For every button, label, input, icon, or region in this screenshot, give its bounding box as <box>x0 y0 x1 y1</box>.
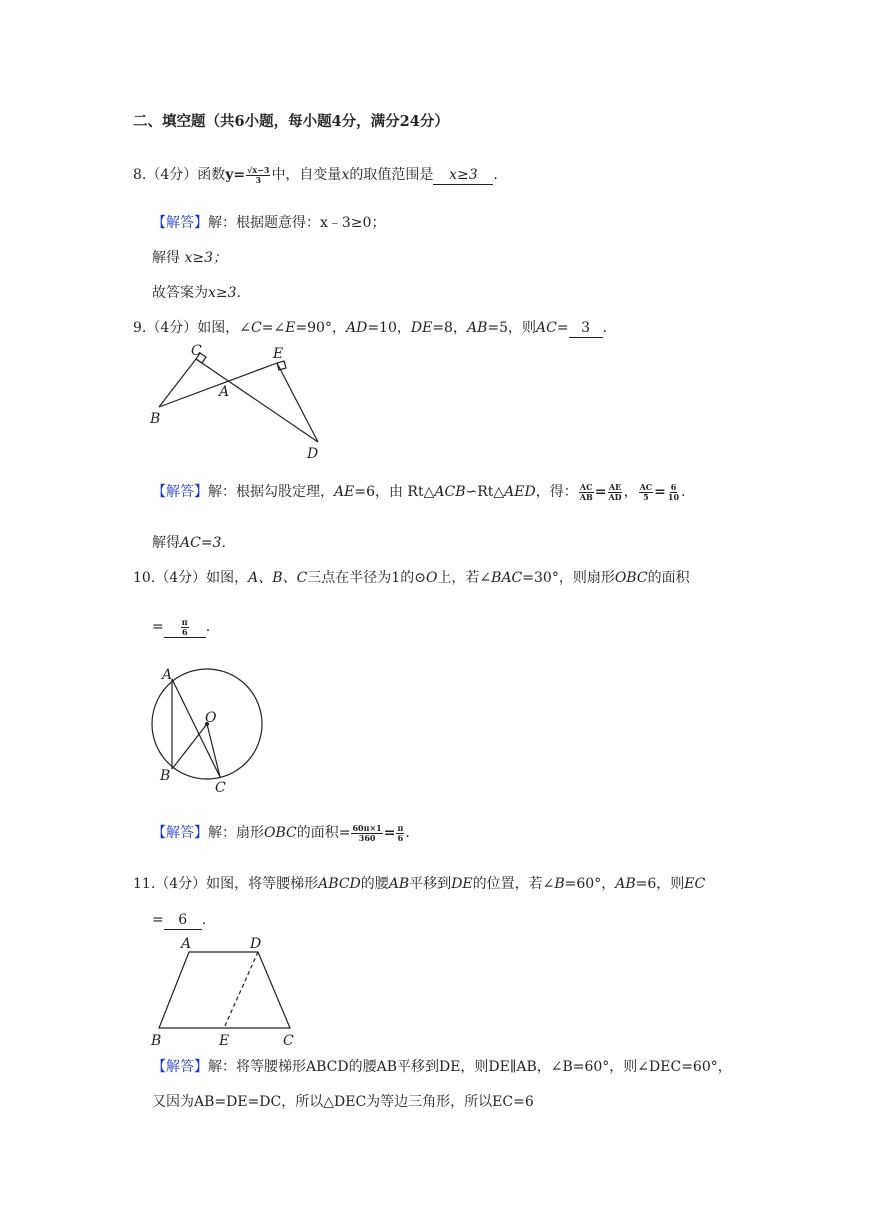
q9-f3-num: AC <box>639 481 653 492</box>
question-10 <box>133 568 690 588</box>
q11-mid2: 平移到 <box>409 876 452 892</box>
q9-label-d: D <box>307 446 319 462</box>
q11-abcd: ABCD <box>318 876 361 892</box>
q11-b: B <box>554 876 565 892</box>
q8-formula-fraction <box>246 166 270 185</box>
q9-sol-d: ，得： <box>535 484 578 500</box>
q10-answer-den: 6 <box>181 626 188 637</box>
q9-rest2: =10， <box>367 320 411 336</box>
q8-formula-numerator: √x−3 <box>247 164 270 175</box>
q11-eq: = <box>152 912 164 928</box>
q8-end: . <box>493 167 498 183</box>
q11-label-c: C <box>283 1033 294 1049</box>
q9-solution-tag: 【解答】 <box>152 484 208 500</box>
q9-sol-final: AC=3. <box>180 535 226 551</box>
q9-sol-b: =6，由 Rt△ <box>354 484 435 500</box>
q9-ab: AB <box>466 320 488 336</box>
q8-sol-3: x≥3. <box>208 285 241 301</box>
q9-f2-den: AD <box>608 491 622 502</box>
q9-sol-ae: AE <box>334 484 355 500</box>
q10-f1-num: 60π×1 <box>352 822 382 833</box>
q9-sol-c: ∽Rt△ <box>465 484 505 500</box>
q8-formula-denominator: 3 <box>255 174 262 185</box>
q9-sol-a: 解：根据勾股定理， <box>208 484 334 500</box>
q10-sol-obc: OBC <box>264 825 297 841</box>
q9-fraction-4 <box>667 483 680 502</box>
q11-label-d: D <box>250 936 262 952</box>
q9-line-ed <box>277 363 318 442</box>
q9-sol-final-label: 解得 <box>152 535 180 551</box>
q9-rest4: =5，则 <box>487 320 536 336</box>
q11-figure <box>145 935 305 1050</box>
q10-f1-den: 360 <box>358 832 376 843</box>
q11-mid: 的腰 <box>360 876 389 892</box>
q9-e: E <box>285 320 296 336</box>
q8-suffix: 的取值范围是 <box>349 167 434 183</box>
q8-sol2-label: 解得 <box>152 250 180 266</box>
q9-f1-num: AC <box>579 481 593 492</box>
question-9 <box>133 318 607 338</box>
q10-answer <box>164 618 206 638</box>
q11-sol-line1: 解：将等腰梯形ABCD的腰AB平移到DE，则DE∥AB，∠B=60°，则∠DEC=60°， <box>208 1059 732 1075</box>
q9-sol-aed: AED <box>504 484 536 500</box>
q11-de: DE <box>451 876 473 892</box>
q10-figure <box>145 665 270 800</box>
q10-solution-line: 【解答】解：扇形OBC的面积= $\frac{60\pi\times 1}{360}$ = $\frac{\pi}{6}$ . <box>152 822 410 843</box>
q8-prefix: 8.（4分）函数 <box>133 167 226 183</box>
q10-f2-num: π <box>397 822 404 833</box>
q11-solution-line-2 <box>152 1092 534 1112</box>
q8-sol-2: x≥3； <box>184 250 227 266</box>
question-11 <box>133 874 705 894</box>
q10-answer-num: π <box>181 616 188 627</box>
q8-sol-1: x﹣3≥0； <box>320 215 386 231</box>
q8-sol-label: 解：根据题意得： <box>208 215 320 231</box>
q10-prefix: 10.（4分）如图， <box>133 570 249 586</box>
q11-label-e: E <box>219 1033 230 1049</box>
q11-sol-line2: 又因为AB=DE=DC，所以△DEC为等边三角形，所以EC=6 <box>152 1094 534 1110</box>
q9-rest5: = <box>556 320 569 336</box>
q10-mid2: 上，若∠ <box>437 570 492 586</box>
q11-mid4: =60°， <box>564 876 616 892</box>
q11-mid3: 的位置，若∠ <box>472 876 555 892</box>
q11-prefix: 11.（4分）如图，将等腰梯形 <box>133 876 319 892</box>
section-title: 二、填空题（共6小题，每小题4分，满分24分） <box>133 113 449 130</box>
q10-answer-line <box>152 617 210 638</box>
q11-end: . <box>201 912 207 928</box>
q10-line-bo <box>172 724 207 769</box>
q9-prefix: 9.（4分）如图，∠ <box>133 320 251 336</box>
q9-label-e: E <box>273 346 284 362</box>
q10-sol-b: 的面积= <box>296 825 351 841</box>
q8-answer: x≥3 <box>433 166 493 185</box>
q9-ac: AC <box>536 320 557 336</box>
q8-formula-eq: = <box>233 167 246 183</box>
q11-dashed-de <box>224 952 258 1028</box>
q10-label-b: B <box>160 768 171 784</box>
q8-solution-line-2 <box>152 248 227 268</box>
q10-label-c: C <box>215 780 226 796</box>
q10-o: O <box>425 570 438 586</box>
q9-f2-num: AE <box>608 481 622 492</box>
q11-ab: AB <box>388 876 410 892</box>
q9-f4-num: 6 <box>670 481 677 492</box>
q10-obc: OBC <box>614 570 648 586</box>
q9-figure <box>140 338 340 463</box>
q9-c: C <box>251 320 262 336</box>
q8-formula-y: y <box>225 167 234 183</box>
q11-ab2: AB <box>615 876 636 892</box>
q8-var: x <box>341 167 350 183</box>
q10-label-o: O <box>205 710 217 726</box>
q9-end: . <box>602 320 608 336</box>
q11-answer: 6 <box>164 911 202 930</box>
q10-eq: = <box>152 619 164 635</box>
q10-mid4: 的面积 <box>647 570 690 586</box>
q11-trapezoid <box>159 952 290 1028</box>
q9-fraction-1 <box>579 483 594 502</box>
q10-fraction-2 <box>396 824 404 843</box>
q11-solution-tag: 【解答】 <box>152 1059 208 1075</box>
q10-solution-tag: 【解答】 <box>152 825 208 841</box>
q8-mid: 中，自变量 <box>271 167 342 183</box>
q9-label-b: B <box>150 411 161 427</box>
q9-rest3: =8， <box>432 320 467 336</box>
q9-f3-den: 5 <box>643 491 649 502</box>
q11-answer-line <box>152 910 206 930</box>
q10-abc: A、B、C <box>248 570 308 586</box>
q10-end: . <box>205 619 211 635</box>
q9-rest1: =90°， <box>295 320 346 336</box>
q8-solution-line-1 <box>152 213 385 233</box>
question-8 <box>133 165 498 185</box>
q10-line-oc <box>207 724 220 777</box>
q9-ad: AD <box>345 320 368 336</box>
q9-label-a: A <box>219 384 230 400</box>
q11-label-a: A <box>181 936 192 952</box>
q9-fraction-2 <box>607 483 622 502</box>
q11-label-b: B <box>151 1033 162 1049</box>
q9-line-cd <box>196 359 318 442</box>
q10-bac: BAC <box>491 570 523 586</box>
q11-ec: EC <box>684 876 706 892</box>
q9-f4-den: 10 <box>667 491 680 502</box>
q10-label-a: A <box>162 667 173 683</box>
q9-f1-den: AB <box>579 491 593 502</box>
q8-solution-tag: 【解答】 <box>152 215 208 231</box>
q8-solution-line-3 <box>152 283 241 303</box>
q10-sol-a: 解：扇形 <box>208 825 264 841</box>
q9-answer: 3 <box>569 319 603 338</box>
q9-de: DE <box>410 320 433 336</box>
q10-sol-end: . <box>405 825 410 841</box>
q11-mid5: =6，则 <box>635 876 685 892</box>
q9-solution-line-1: 【解答】解：根据勾股定理，AE=6，由 Rt△ACB∽Rt△AED，得： $\frac{AC}{AB}$ = $\frac{AE}{AD}$ ， $\frac{AC}{5}$ = $\frac{6}{10}$ . <box>152 481 686 502</box>
q10-line-ac <box>172 679 220 777</box>
q10-mid3: =30°，则扇形 <box>522 570 615 586</box>
q8-sol3-label: 故答案为 <box>152 285 208 301</box>
q9-sol-acb: ACB <box>434 484 466 500</box>
q9-fraction-3 <box>639 483 654 502</box>
q9-label-c: C <box>191 343 202 359</box>
q10-fraction-1 <box>351 824 382 843</box>
q10-mid: 三点在半径为1的⊙ <box>307 570 426 586</box>
q11-solution-line-1 <box>152 1057 732 1077</box>
q9-eq: =∠ <box>261 320 286 336</box>
q10-f2-den: 6 <box>397 832 404 843</box>
q9-solution-line-2 <box>152 533 226 553</box>
